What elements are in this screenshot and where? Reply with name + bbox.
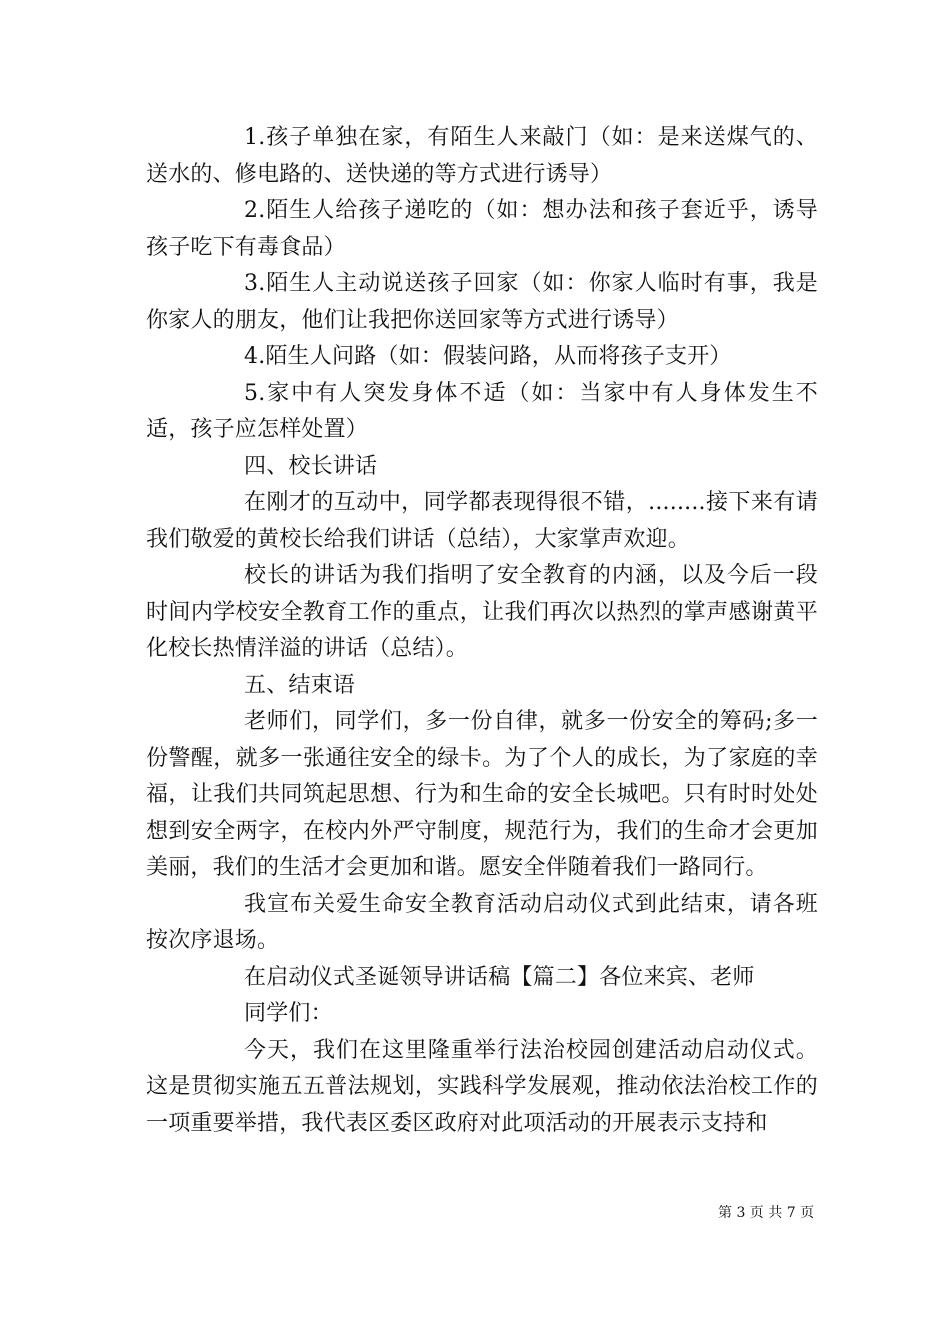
page-number: 第 3 页 共 7 页	[718, 1205, 815, 1221]
document-body	[146, 120, 818, 1142]
paragraph-principal-summary: 校长的讲话为我们指明了安全教育的内涵，以及今后一段时间内学校安全教育工作的重点，让我们再次以热烈的掌声感谢黄平化校长热情洋溢的讲话（总结）。	[146, 563, 818, 661]
section-heading-closing: 五、结束语	[244, 672, 356, 698]
list-item-2: 2.陌生人给孩子递吃的（如：想办法和孩子套近乎，诱导孩子吃下有毒食品）	[146, 198, 818, 260]
list-item-1: 1.孩子单独在家，有陌生人来敲门（如：是来送煤气的、送水的、修电路的、送快递的等方式进行诱导）	[146, 125, 818, 187]
list-item-5: 5.家中有人突发身体不适（如：当家中有人身体发生不适，孩子应怎样处置）	[146, 380, 818, 442]
paragraph-salutation: 同学们：	[244, 1001, 333, 1026]
list-item-3: 3.陌生人主动说送孩子回家（如：你家人临时有事，我是你家人的朋友，他们让我把你送回家等方式进行诱导）	[146, 271, 818, 333]
list-item-4: 4.陌生人问路（如：假装问路，从而将孩子支开）	[244, 344, 732, 369]
paragraph-speech-opening: 今天，我们在这里隆重举行法治校园创建活动启动仪式。这是贯彻实施五五普法规划，实践科学发展观，推动依法治校工作的一项重要举措，我代表区委区政府对此项活动的开展表示支持和	[146, 1037, 818, 1136]
paragraph-announcement: 我宣布关爱生命安全教育活动启动仪式到此结束，请各班按次序退场。	[146, 891, 818, 953]
paragraph-interaction: 在刚才的互动中，同学都表现得很不错，........接下来有请我们敬爱的黄校长给我们讲话（总结），大家掌声欢迎。	[146, 490, 818, 552]
paragraph-speech-title: 在启动仪式圣诞领导讲话稿【篇二】各位来宾、老师	[244, 964, 755, 990]
section-heading-principal-speech: 四、校长讲话	[244, 453, 378, 479]
paragraph-closing-remarks: 老师们，同学们，多一份自律，就多一份安全的筹码;多一份警醒，就多一张通往安全的绿卡。为了个人的成长，为了家庭的幸福，让我们共同筑起思想、行为和生命的安全长城吧。只有时时处处想到安全两字，在校内外严守制度，规范行为，我们的生命才会更加美丽，我们的生活才会更加和谐。愿安全伴随着我们一路同行。	[146, 709, 818, 880]
